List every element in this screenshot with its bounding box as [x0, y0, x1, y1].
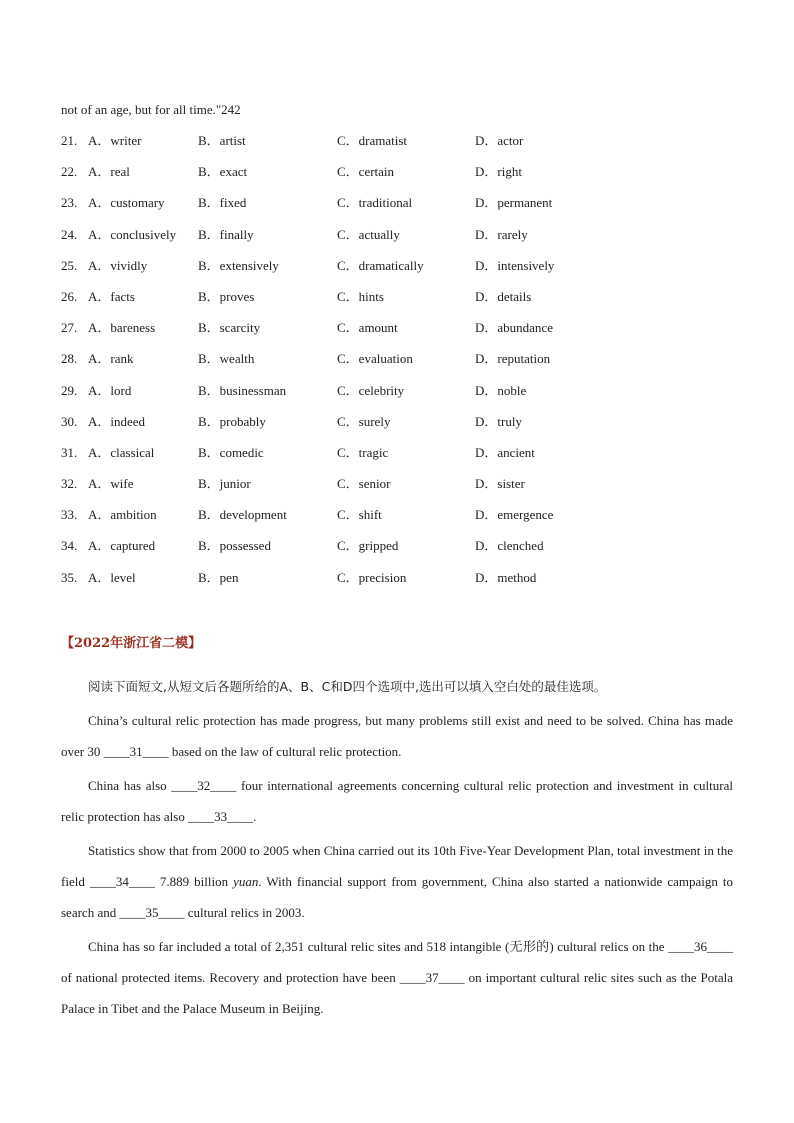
option-c: C．gripped [337, 538, 399, 554]
option-c: C．senior [337, 476, 391, 492]
section-heading: 【2022年浙江省二模】 [61, 636, 202, 651]
question-number: 31. [61, 444, 78, 460]
option-b: B．probably [198, 413, 266, 429]
option-c: C．shift [337, 507, 382, 523]
option-a: A．wife [88, 476, 134, 492]
option-d: D．rarely [475, 226, 528, 242]
option-c: C．surely [337, 413, 391, 429]
option-a: A．facts [88, 288, 135, 304]
question-number: 26. [61, 288, 78, 304]
option-b: B．finally [198, 226, 254, 242]
option-c: C．celebrity [337, 382, 405, 398]
option-a: A．indeed [88, 413, 146, 429]
option-b: B．exact [198, 164, 248, 180]
question-number: 27. [61, 320, 78, 336]
question-number: 29. [61, 382, 78, 398]
option-a: A．lord [88, 382, 132, 398]
question-number: 34. [61, 538, 78, 554]
paragraph-text: Statistics show that from 2000 to 2005 when China carried out its 10th Five-Year Development Plan, total investment in the field ____34____ 7.889 billion [61, 843, 733, 889]
option-d: D．permanent [475, 195, 553, 211]
option-b: B．scarcity [198, 320, 261, 336]
option-a: A．bareness [88, 320, 156, 336]
option-c: C．certain [337, 164, 395, 180]
option-b: B．comedic [198, 444, 264, 460]
option-a: A．real [88, 164, 130, 180]
option-b: B．businessman [198, 382, 287, 398]
question-number: 32. [61, 476, 78, 492]
option-d: D．noble [475, 382, 527, 398]
option-a: A．level [88, 569, 136, 585]
question-number: 22. [61, 164, 78, 180]
option-d: D．actor [475, 133, 524, 148]
option-d: D．abundance [475, 320, 553, 336]
question-number: 23. [61, 195, 78, 211]
instruction-text: 阅读下面短文,从短文后各题所给的A、B、C和D四个选项中,选出可以填入空白处的最佳选项。 [88, 679, 607, 694]
option-a: A．rank [88, 351, 134, 367]
option-d: D．right [475, 164, 522, 180]
option-c: C．evaluation [337, 351, 413, 367]
option-a: A．writer [88, 133, 142, 148]
option-a: A．ambition [88, 507, 157, 523]
option-b: B．junior [198, 476, 251, 492]
option-c: C．traditional [337, 195, 413, 211]
question-number: 24. [61, 226, 78, 242]
option-c: C．amount [337, 320, 398, 336]
option-a: A．captured [88, 538, 156, 554]
option-d: D．emergence [475, 507, 554, 523]
question-number: 28. [61, 351, 78, 367]
option-b: B．extensively [198, 257, 279, 273]
passage-paragraph: China has also ____32____ four international agreements concerning cultural relic protection and investment in cultural relic protection has also ____33____. [61, 778, 733, 824]
option-d: D．details [475, 288, 532, 304]
question-number: 35. [61, 569, 78, 585]
option-a: A．vividly [88, 257, 148, 273]
passage-paragraph [61, 835, 733, 928]
option-d: D．method [475, 569, 537, 585]
passage-paragraph: China’s cultural relic protection has made progress, but many problems still exist and need to be solved. China has made over 30 ____31____ based on the law of cultural relic protection. [61, 713, 733, 759]
option-b: B．possessed [198, 538, 271, 554]
question-number: 21. [61, 133, 78, 148]
option-a: A．classical [88, 444, 155, 460]
question-number: 33. [61, 507, 78, 523]
option-a: A．conclusively [88, 226, 177, 242]
option-b: B．development [198, 507, 287, 523]
option-d: D．clenched [475, 538, 544, 554]
option-d: D．intensively [475, 257, 555, 273]
question-number: 25. [61, 257, 78, 273]
option-c: C．hints [337, 288, 384, 304]
option-b: B．fixed [198, 195, 247, 211]
option-c: C．precision [337, 569, 407, 585]
option-c: C．actually [337, 226, 400, 242]
option-c: C．dramatically [337, 257, 424, 273]
option-c: C．dramatist [337, 133, 408, 148]
option-d: D．ancient [475, 444, 535, 460]
option-b: B．artist [198, 133, 246, 148]
currency-word: yuan [233, 874, 259, 889]
passage-ending-line: not of an age, but for all time."242 [61, 102, 241, 117]
option-d: D．truly [475, 413, 522, 429]
option-a: A．customary [88, 195, 165, 211]
question-number: 30. [61, 413, 78, 429]
option-d: D．sister [475, 476, 525, 492]
paragraph-text: . With financial support from government, China also started a nationwide campaign to search and ____35____ cultural relics in 2003. [61, 874, 733, 920]
reading-passage [61, 671, 733, 1027]
passage-paragraph: China has so far included a total of 2,351 cultural relic sites and 518 intangible (无形的) cultural relics on the ____36____ of national protected items. Recovery and protection have been ____37____ on important cultural relic sites such as the Potala Palace in Tibet and the Palace Museum in Beijing. [61, 939, 733, 1016]
option-d: D．reputation [475, 351, 551, 367]
option-c: C．tragic [337, 444, 389, 460]
option-b: B．proves [198, 288, 255, 304]
option-b: B．wealth [198, 351, 255, 367]
option-b: B．pen [198, 569, 239, 585]
